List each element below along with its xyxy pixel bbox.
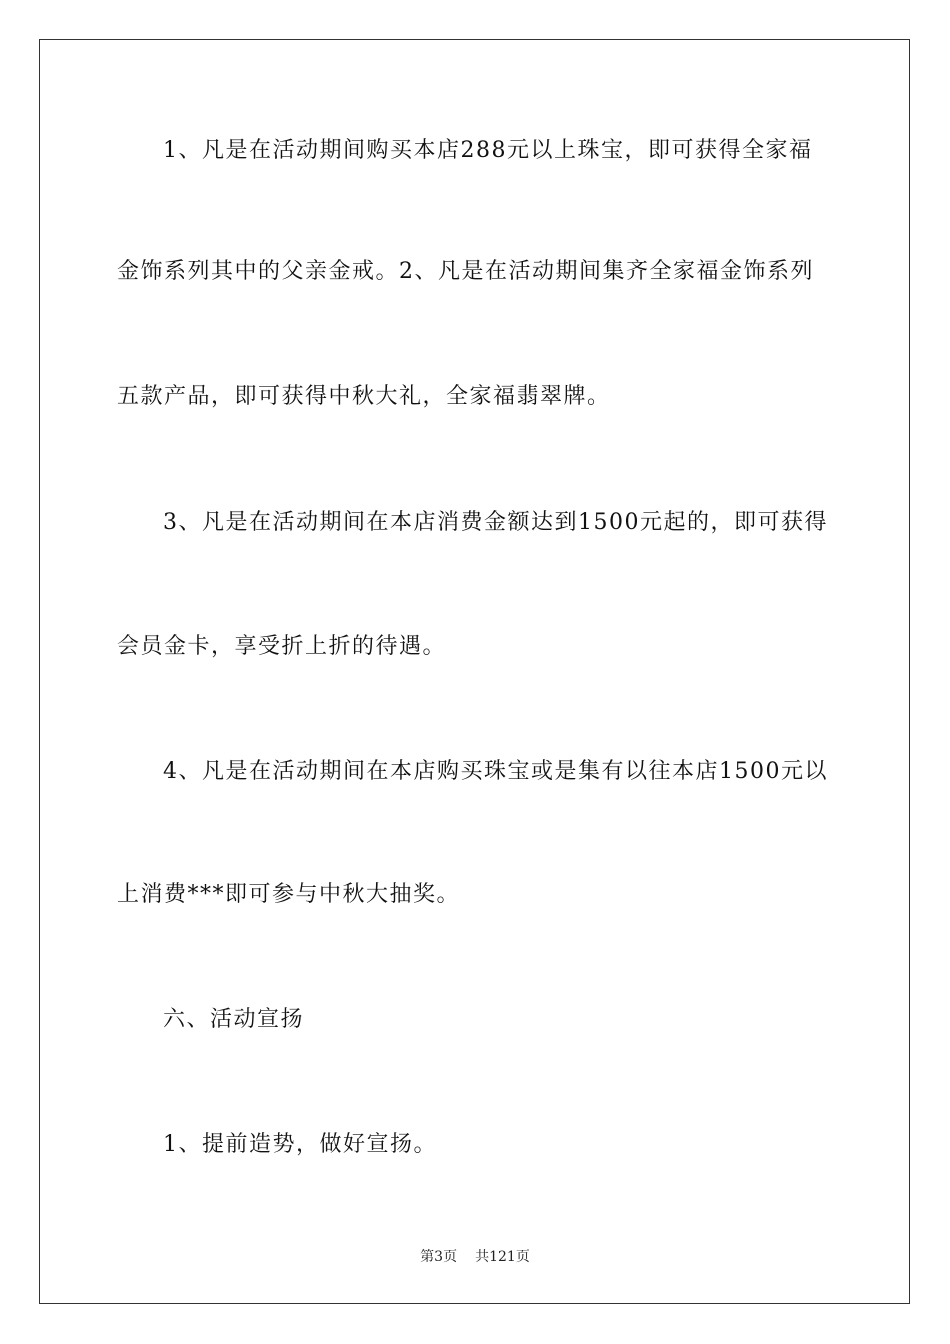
paragraph-line: 五款产品，即可获得中秋大礼，全家福翡翠牌。 [117, 384, 611, 409]
section-heading: 六、活动宣扬 [163, 1007, 305, 1032]
paragraph-line: 金饰系列其中的父亲金戒。2、凡是在活动期间集齐全家福金饰系列 [117, 259, 814, 284]
paragraph-line: 上消费***即可参与中秋大抽奖。 [117, 882, 461, 907]
page-number: 第3页 [420, 1249, 458, 1265]
paragraph-line: 4、凡是在活动期间在本店购买珠宝或是集有以往本店1500元以 [163, 759, 828, 784]
paragraph-line: 1、提前造势，做好宣扬。 [163, 1132, 437, 1157]
page-frame [39, 39, 910, 1304]
paragraph-line: 3、凡是在活动期间在本店消费金额达到1500元起的，即可获得 [163, 510, 828, 535]
page-footer [0, 1247, 950, 1267]
paragraph-line: 1、凡是在活动期间购买本店288元以上珠宝，即可获得全家福 [163, 138, 813, 163]
paragraph-line: 会员金卡，享受折上折的待遇。 [117, 634, 447, 659]
page-total: 共121页 [475, 1249, 530, 1265]
